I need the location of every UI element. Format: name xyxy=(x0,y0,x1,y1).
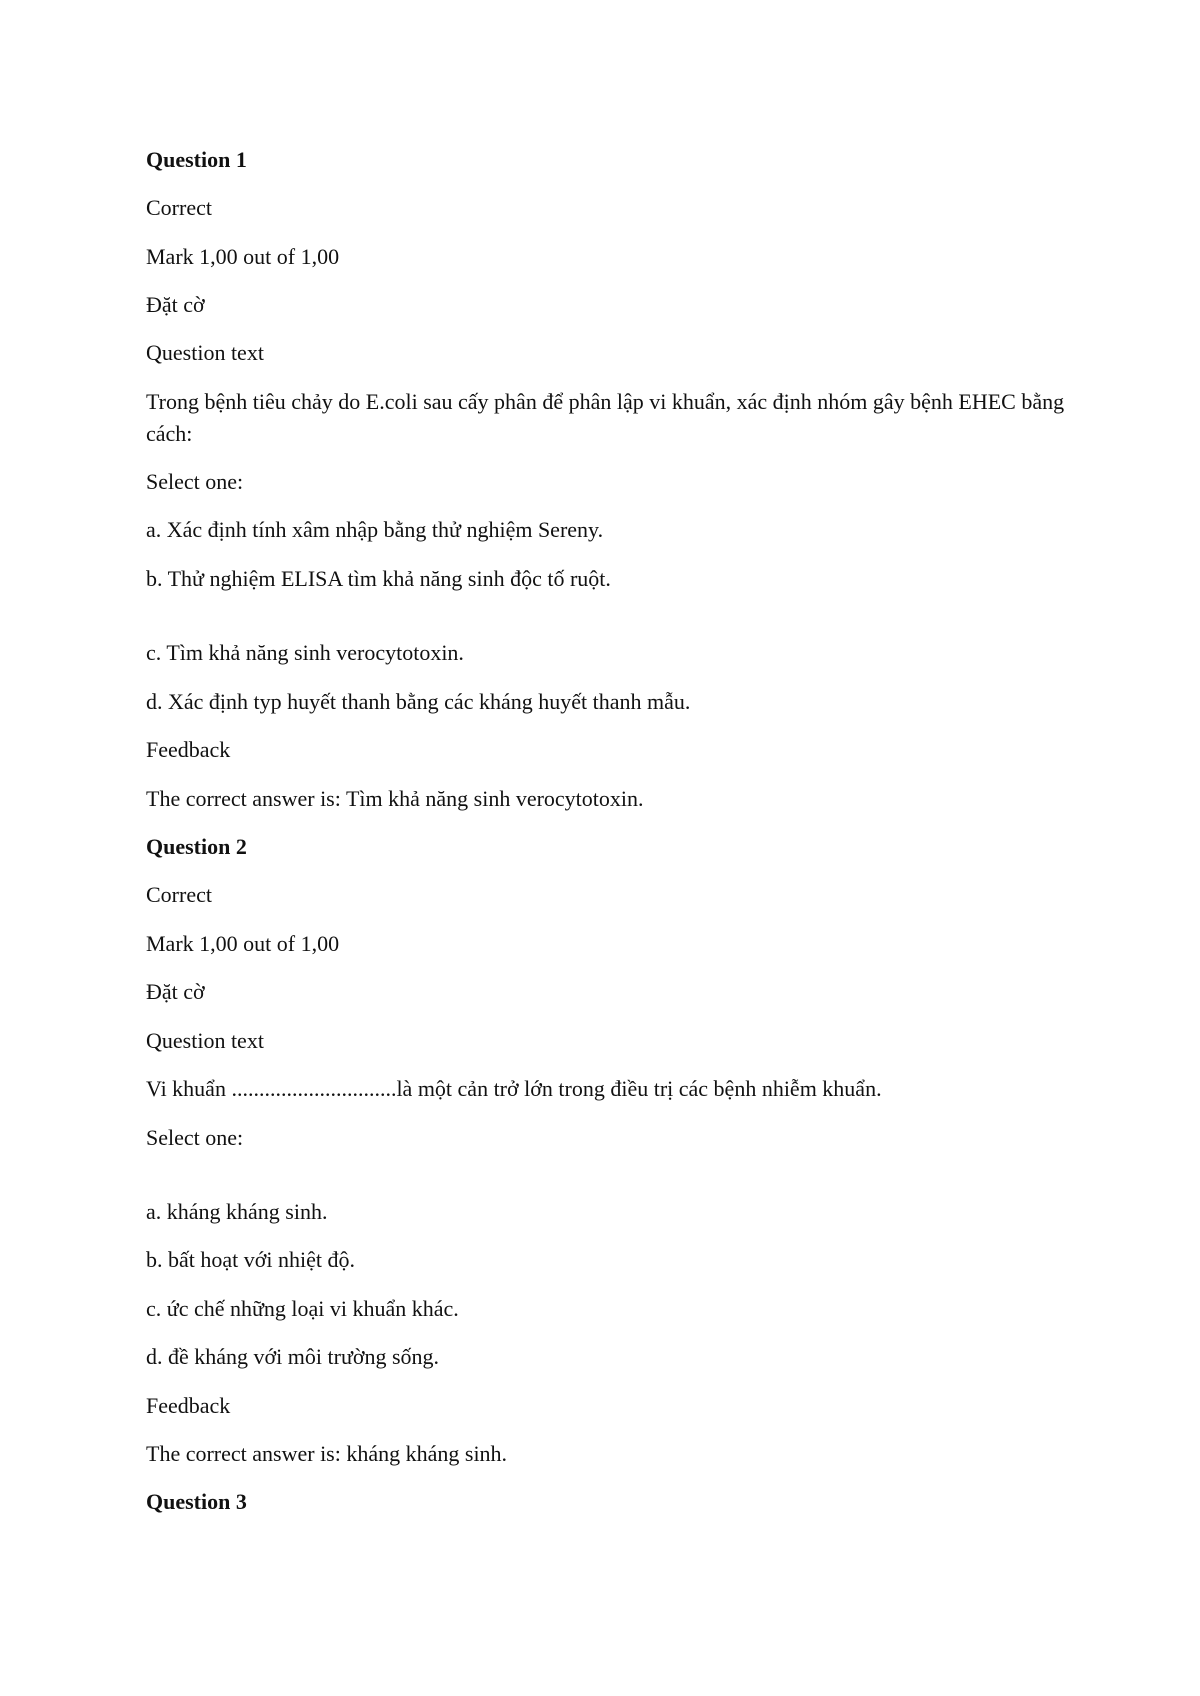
answer-option-a[interactable]: a. kháng kháng sinh. xyxy=(146,1199,328,1224)
answer-option-c[interactable]: c. Tìm khả năng sinh verocytotoxin. xyxy=(146,640,464,665)
question-status: Correct xyxy=(146,882,212,907)
answer-option-a[interactable]: a. Xác định tính xâm nhập bằng thử nghiệm Sereny. xyxy=(146,517,604,542)
question-prompt: Trong bệnh tiêu chảy do E.coli sau cấy phân để phân lập vi khuẩn, xác định nhóm gây bệnh EHEC bằng cách: xyxy=(146,389,1065,446)
answer-option-b[interactable]: b. Thử nghiệm ELISA tìm khả năng sinh độc tố ruột. xyxy=(146,566,611,591)
flag-question-link[interactable]: Đặt cờ xyxy=(146,979,205,1004)
flag-question-link[interactable]: Đặt cờ xyxy=(146,292,205,317)
question-mark: Mark 1,00 out of 1,00 xyxy=(146,244,340,269)
question-text-label: Question text xyxy=(146,340,264,365)
feedback-label: Feedback xyxy=(146,737,231,762)
correct-answer-text: The correct answer is: Tìm khả năng sinh verocytotoxin. xyxy=(146,786,644,811)
answer-option-b[interactable]: b. bất hoạt với nhiệt độ. xyxy=(146,1247,355,1272)
correct-answer-text: The correct answer is: kháng kháng sinh. xyxy=(146,1441,508,1466)
question-mark: Mark 1,00 out of 1,00 xyxy=(146,931,340,956)
answer-option-c[interactable]: c. ức chế những loại vi khuẩn khác. xyxy=(146,1296,459,1321)
select-one-label: Select one: xyxy=(146,1125,244,1150)
answer-option-d[interactable]: d. đề kháng với môi trường sống. xyxy=(146,1344,440,1369)
question-heading: Question 3 xyxy=(146,1489,247,1514)
question-status: Correct xyxy=(146,195,212,220)
select-one-label: Select one: xyxy=(146,469,244,494)
question-heading: Question 1 xyxy=(146,147,247,172)
question-prompt: Vi khuẩn ..............................là một cản trở lớn trong điều trị các bệnh nhiễm khuẩn. xyxy=(146,1076,882,1101)
question-heading: Question 2 xyxy=(146,834,247,859)
feedback-label: Feedback xyxy=(146,1393,231,1418)
question-text-label: Question text xyxy=(146,1028,264,1053)
answer-option-d[interactable]: d. Xác định typ huyết thanh bằng các kháng huyết thanh mẫu. xyxy=(146,689,691,714)
